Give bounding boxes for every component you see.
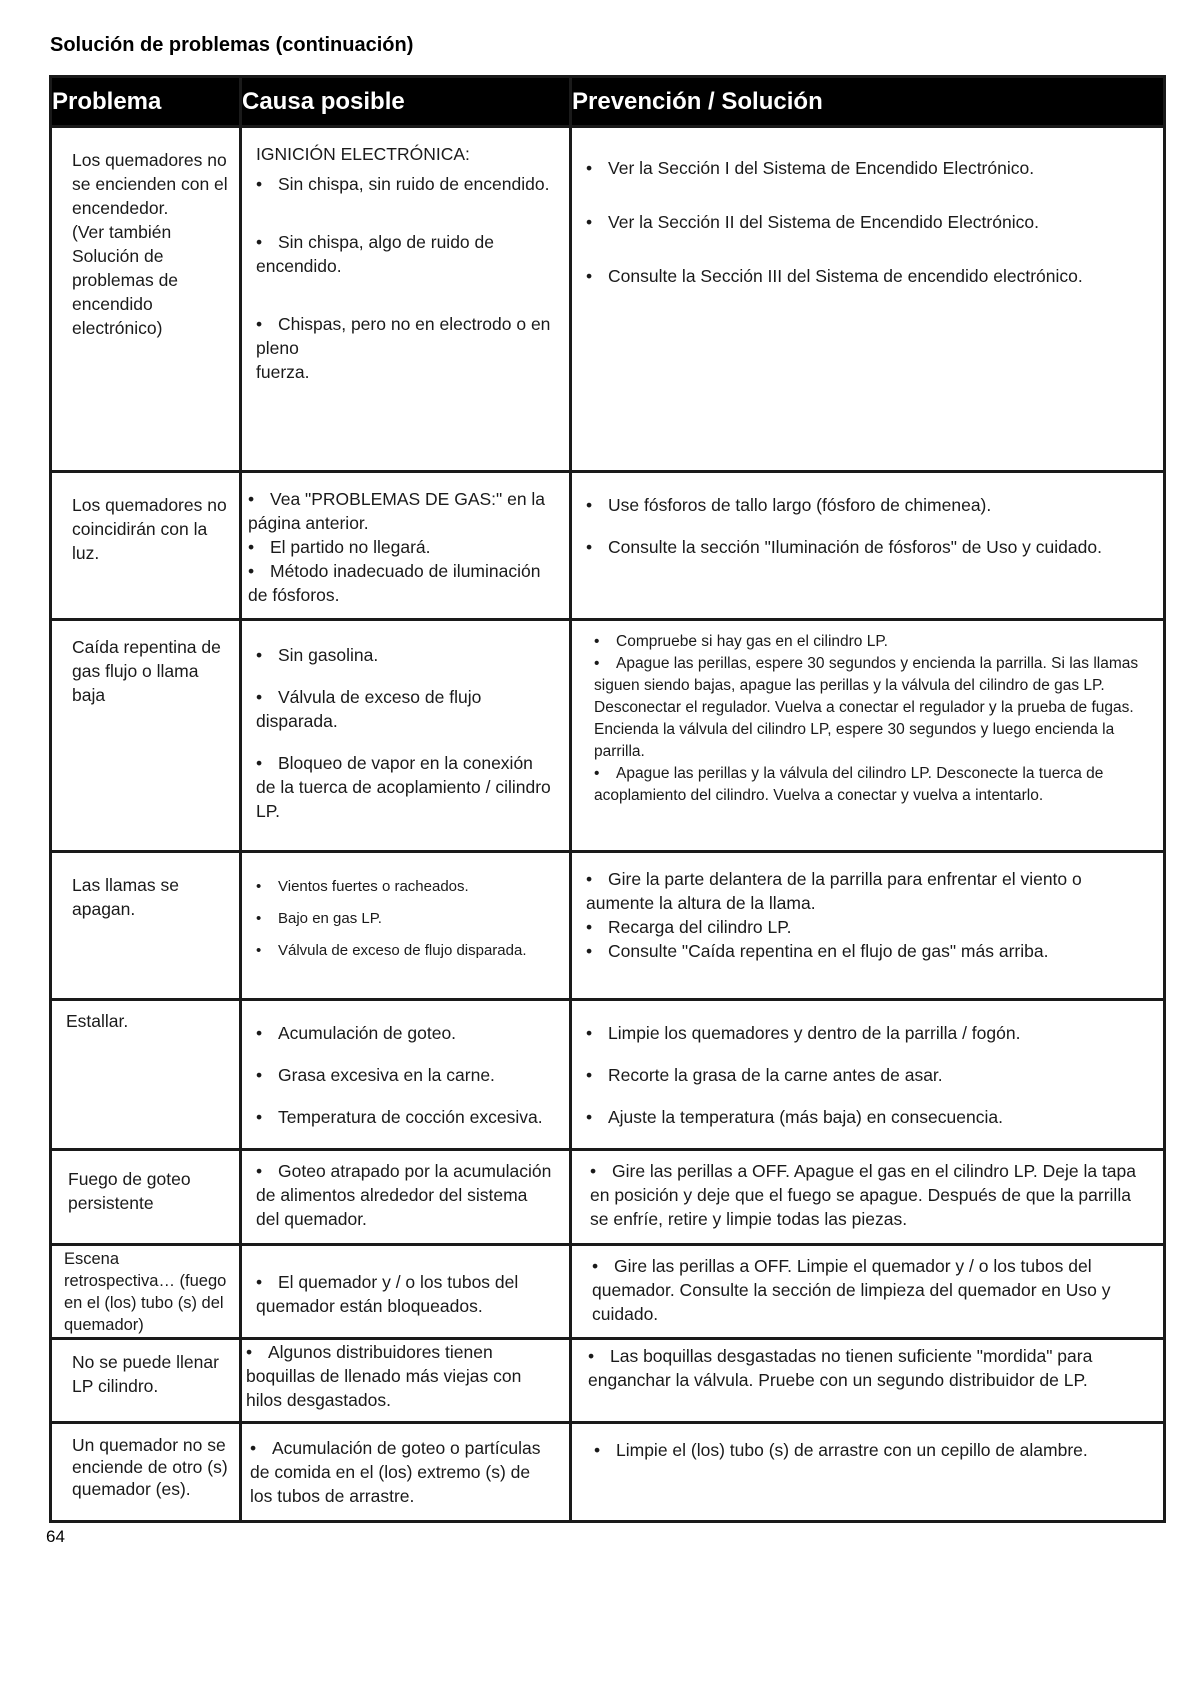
cause-cell [241,1339,571,1423]
page-number: 64 [46,1527,65,1546]
list-item: • Limpie los quemadores y dentro de la parrilla / fogón. [586,1023,1021,1043]
solution-cell [571,1150,1165,1245]
list-item: • Vientos fuertes o racheados. [256,878,469,895]
bullet-icon: • [256,1065,263,1085]
list-item: • Las boquillas desgastadas no tienen suficiente "mordida" para enganchar la válvula. Pruebe con un segundo distribuidor de LP. [588,1346,1093,1390]
list-item: • Acumulación de goteo o partículas de comida en el (los) extremo (s) de los tubos de arrastre. [250,1438,541,1506]
bullet-icon: • [586,869,593,889]
header-problem: Problema [51,77,241,127]
problem-cell [51,1000,241,1150]
bullet-icon: • [256,942,262,959]
troubleshooting-table [49,75,1166,1523]
bullet-icon: • [246,1342,253,1362]
list-item: • Sin chispa, algo de ruido de encendido. [256,232,494,276]
page-title: Solución de problemas (continuación) [50,34,414,56]
list-item: • Sin chispa, sin ruido de encendido. [256,174,550,194]
bullet-icon: • [256,910,262,927]
cause-heading: IGNICIÓN ELECTRÓNICA: [256,144,470,164]
list-item: • Sin gasolina. [256,645,379,665]
problem-text: Las llamas se apagan. [72,875,179,919]
list-item: • Gire las perillas a OFF. Apague el gas en el cilindro LP. Deje la tapa en posición y deje que el fuego se apague. Después de que la parrilla se enfríe, retire y limpie todas las piezas. [590,1161,1137,1229]
problem-text: Un quemador no se enciende de otro (s) quemador (es). [72,1435,228,1499]
bullet-icon: • [256,687,263,707]
solution-cell [571,620,1165,852]
bullet-icon: • [588,1346,595,1366]
list-item: • Limpie el (los) tubo (s) de arrastre con un cepillo de alambre. [594,1440,1088,1460]
cause-cell [241,620,571,852]
bullet-icon: • [586,1065,593,1085]
list-item: • Ver la Sección II del Sistema de Encendido Electrónico. [586,212,1039,232]
cause-cell [241,1423,571,1522]
bullet-icon: • [594,633,600,650]
list-item: • Apague las perillas y la válvula del cilindro LP. Desconecte la tuerca de acoplamiento del cilindro. Vuelva a conectar y vuelva a intentarlo. [594,765,1104,804]
bullet-icon: • [256,1023,263,1043]
bullet-icon: • [248,537,255,557]
cause-cell [241,1245,571,1339]
list-item: • Método inadecuado de iluminación de fósforos. [248,561,541,605]
table-row [51,1000,1165,1150]
solution-cell [571,1339,1165,1423]
problem-cell [51,852,241,1000]
bullet-icon: • [594,1440,601,1460]
list-item: • Use fósforos de tallo largo (fósforo de chimenea). [586,495,992,515]
problem-cell [51,1423,241,1522]
bullet-icon: • [256,878,262,895]
table-row [51,620,1165,852]
list-item: • Compruebe si hay gas en el cilindro LP. [594,631,1149,653]
list-item: • Gire la parte delantera de la parrilla para enfrentar el viento o aumente la altura de la llama. [586,869,1082,913]
list-item: • Acumulación de goteo. [256,1023,457,1043]
problem-cell [51,127,241,472]
bullet-icon: • [586,495,593,515]
list-item: • Válvula de exceso de flujo disparada. [256,942,527,959]
bullet-icon: • [256,645,263,665]
bullet-icon: • [586,917,593,937]
list-item: • Bloqueo de vapor en la conexión de la tuerca de acoplamiento / cilindro LP. [256,753,551,821]
bullet-icon: • [256,753,263,773]
table-row [51,1150,1165,1245]
bullet-icon: • [594,765,600,782]
list-item: • Grasa excesiva en la carne. [256,1065,495,1085]
list-item: • Apague las perillas, espere 30 segundos y encienda la parrilla. Si las llamas siguen siendo bajas, apague las perillas y la válvula del cilindro de gas LP. Desconectar el regulador. Vuelva a conectar el regulador y la prueba de fugas. Encienda la válvula del cilindro LP, espere 30 segundos y luego encienda la parrilla. [594,655,1139,760]
list-item: • Gire las perillas a OFF. Limpie el quemador y / o los tubos del quemador. Consulte la sección de limpieza del quemador en Uso y cuidado. [592,1256,1111,1324]
problem-text: Estallar. [66,1011,129,1031]
cause-cell [241,127,571,472]
table-row [51,127,1165,472]
bullet-icon: • [586,158,593,178]
list-item: • Recarga del cilindro LP. [586,917,792,937]
bullet-icon: • [586,1023,593,1043]
bullet-icon: • [592,1256,599,1276]
bullet-icon: • [590,1161,597,1181]
bullet-icon: • [586,212,593,232]
table-row [51,472,1165,620]
solution-cell [571,1245,1165,1339]
bullet-icon: • [586,537,593,557]
problem-cell [51,620,241,852]
solution-cell [571,852,1165,1000]
bullet-icon: • [586,941,593,961]
list-item: • Recorte la grasa de la carne antes de asar. [586,1065,943,1085]
list-item: • Goteo atrapado por la acumulación de alimentos alrededor del sistema del quemador. [256,1161,552,1229]
problem-cell [51,1245,241,1339]
bullet-icon: • [248,561,255,581]
table-row [51,1339,1165,1423]
list-item: • Bajo en gas LP. [256,910,382,927]
bullet-icon: • [256,1161,263,1181]
problem-text: Caída repentina de gas flujo o llama baja [72,637,221,705]
problem-cell [51,1150,241,1245]
list-item: • Consulte la sección "Iluminación de fósforos" de Uso y cuidado. [586,537,1102,557]
bullet-icon: • [586,1107,593,1127]
list-item: • Consulte la Sección III del Sistema de encendido electrónico. [586,266,1083,286]
bullet-icon: • [256,232,263,252]
list-item: • Ver la Sección I del Sistema de Encendido Electrónico. [586,158,1035,178]
table-row [51,1423,1165,1522]
list-item: • El partido no llegará. [248,537,431,557]
solution-cell [571,472,1165,620]
problem-text: Los quemadores no se encienden con el encendedor. (Ver también Solución de problemas de encendido electrónico) [72,150,228,338]
header-solution: Prevención / Solución [571,77,1165,127]
list-item: • Válvula de exceso de flujo disparada. [256,687,482,731]
problem-text: Escena retrospectiva… (fuego en el (los) tubo (s) del quemador) [64,1250,227,1334]
bullet-icon: • [594,655,600,672]
bullet-icon: • [256,1107,263,1127]
header-cause: Causa posible [241,77,571,127]
bullet-icon: • [586,266,593,286]
table-header-row [51,77,1165,127]
problem-text: Fuego de goteo persistente [68,1169,191,1213]
list-item: • Vea "PROBLEMAS DE GAS:" en la página anterior. [248,489,546,533]
cause-cell [241,1000,571,1150]
bullet-icon: • [256,174,263,194]
list-item: • Algunos distribuidores tienen boquillas de llenado más viejas con hilos desgastados. [246,1342,522,1410]
bullet-icon: • [248,489,255,509]
problem-cell [51,472,241,620]
bullet-icon: • [256,1272,263,1292]
problem-text: Los quemadores no coincidirán con la luz. [72,495,227,563]
problem-text: No se puede llenar LP cilindro. [72,1352,219,1396]
list-item: • El quemador y / o los tubos del quemador están bloqueados. [256,1272,519,1316]
list-item: • Chispas, pero no en electrodo o en pleno fuerza. [256,314,551,382]
table-row [51,852,1165,1000]
cause-cell [241,852,571,1000]
list-item: • Ajuste la temperatura (más baja) en consecuencia. [586,1107,1003,1127]
bullet-icon: • [256,314,263,334]
cause-cell [241,1150,571,1245]
list-item: • Consulte "Caída repentina en el flujo de gas" más arriba. [586,941,1049,961]
problem-cell [51,1339,241,1423]
solution-cell [571,1423,1165,1522]
table-row [51,1245,1165,1339]
bullet-icon: • [250,1438,257,1458]
solution-cell [571,1000,1165,1150]
cause-cell [241,472,571,620]
solution-cell [571,127,1165,472]
list-item: • Temperatura de cocción excesiva. [256,1107,543,1127]
